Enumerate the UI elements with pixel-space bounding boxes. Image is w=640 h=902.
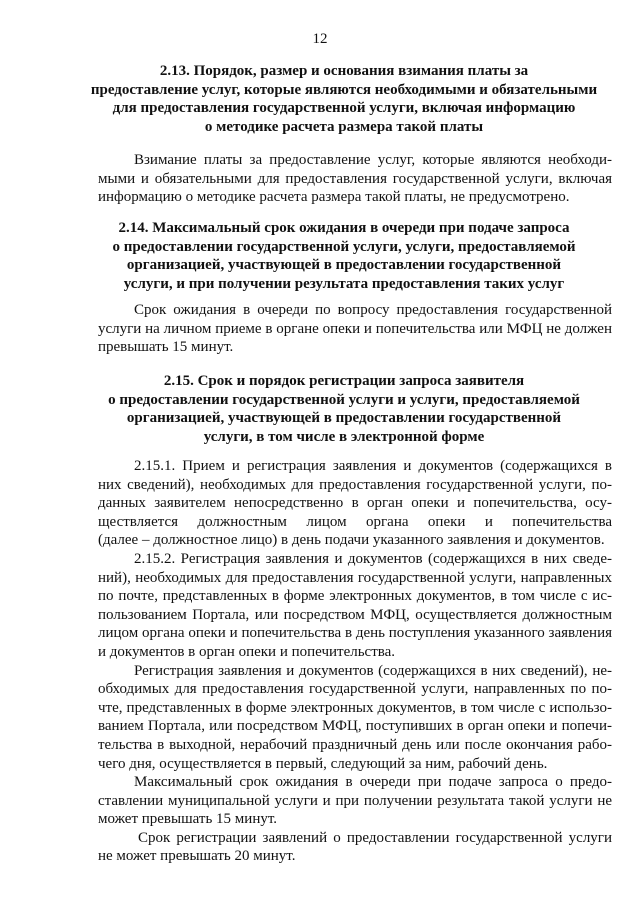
- heading-line: услуги, в том числе в электронной форме: [203, 428, 485, 445]
- body-line: ванием Портала, или посредством МФЦ, поступивших в орган опеки и попечи-: [98, 718, 612, 735]
- body-line: ний), необходимых для предоставления государственной услуги, направленных: [98, 569, 612, 586]
- body-line: 2.15.1. Прием и регистрация заявления и документов (содержащихся в: [134, 458, 612, 474]
- body-line: ществляется должностным лицом органа опеки и попечительства: [98, 513, 612, 530]
- body-line: не может превышать 20 минут.: [98, 848, 296, 865]
- body-line: информацию о методике расчета размера такой платы, не предусмотрено.: [98, 189, 570, 206]
- body-line: лицом органа опеки и попечительства в день поступления указанного заявления: [98, 625, 612, 642]
- page-number: 12: [312, 31, 328, 47]
- heading-line: 2.13. Порядок, размер и основания взимания платы за: [159, 63, 529, 79]
- body-line: данных заявителем непосредственно в орган опеки и попечительства, осу-: [98, 495, 612, 512]
- heading-line: 2.15. Срок и порядок регистрации запроса заявителя: [163, 373, 525, 389]
- section-heading-2-14: [88, 219, 600, 293]
- section-heading-2-13: [88, 62, 600, 136]
- body-line: них сведений), необходимых для предоставления государственной услуги, по-: [98, 476, 612, 493]
- heading-line: 2.14. Максимальный срок ожидания в очереди при подаче запроса: [118, 220, 570, 236]
- body-line: тельства в выходной, нерабочий праздничный день или после окончания рабо-: [98, 736, 612, 753]
- body-line: по почте, представленных в форме электронных документов, в том числе с ис-: [98, 588, 612, 605]
- heading-line: о предоставлении государственной услуги и услуги, предоставляемой: [108, 391, 580, 408]
- body-line: (далее – должностное лицо) в день подачи указанного заявления и документов.: [98, 532, 605, 549]
- body-line: пользованием Портала, или посредством МФЦ, осуществляется должностным: [98, 606, 612, 623]
- heading-line: организацией, участвующей в предоставлении государственной: [126, 410, 562, 427]
- heading-line: предоставление услуг, которые являются необходимыми и обязательными: [90, 81, 598, 98]
- body-line: чего дня, осуществляется в первый, следующий за ним, рабочий день.: [98, 755, 548, 772]
- heading-line: организацией, участвующей в предоставлении государственной: [126, 257, 562, 274]
- body-line: превышать 15 минут.: [98, 339, 234, 356]
- body-line: мыми и обязательными для предоставления государственной услуги, включая: [98, 170, 612, 187]
- body-line: Регистрация заявления и документов (содержащихся в них сведений), не-: [134, 662, 612, 679]
- body-line: обходимых для предоставления государственной услуги, направленных по по-: [98, 681, 612, 698]
- heading-line: о методике расчета размера такой платы: [204, 118, 484, 135]
- section-body-2-13: [98, 151, 612, 207]
- heading-line: для предоставления государственной услуги, включая информацию: [112, 100, 576, 117]
- body-line: чте, представленных в форме электронных документов, в том числе с использо-: [98, 699, 612, 716]
- section-heading-2-15: [88, 372, 600, 446]
- heading-line: о предоставлении государственной услуги, услуги, предоставляемой: [112, 238, 576, 255]
- section-body-2-14: [98, 301, 612, 357]
- body-line: может превышать 15 минут.: [98, 811, 278, 828]
- section-body-2-15: [98, 457, 612, 866]
- heading-line: услуги, и при получении результата предоставления таких услуг: [123, 275, 565, 292]
- body-line: Срок ожидания в очереди по вопросу предоставления государственной: [134, 302, 612, 318]
- body-line: и документов в орган опеки и попечительства.: [98, 643, 396, 660]
- body-line: Взимание платы за предоставление услуг, которые являются необходи-: [134, 152, 612, 168]
- body-line: услуги на личном приеме в органе опеки и попечительства или МФЦ не должен: [98, 320, 612, 337]
- body-line: ставлении муниципальной услуги и при получении результата такой услуги не: [98, 792, 612, 809]
- body-line: Срок регистрации заявлений о предоставлении государственной услуги: [138, 829, 612, 846]
- body-line: Максимальный срок ожидания в очереди при подаче запроса о предо-: [134, 774, 612, 791]
- body-line: 2.15.2. Регистрация заявления и документов (содержащихся в них сведе-: [134, 550, 612, 567]
